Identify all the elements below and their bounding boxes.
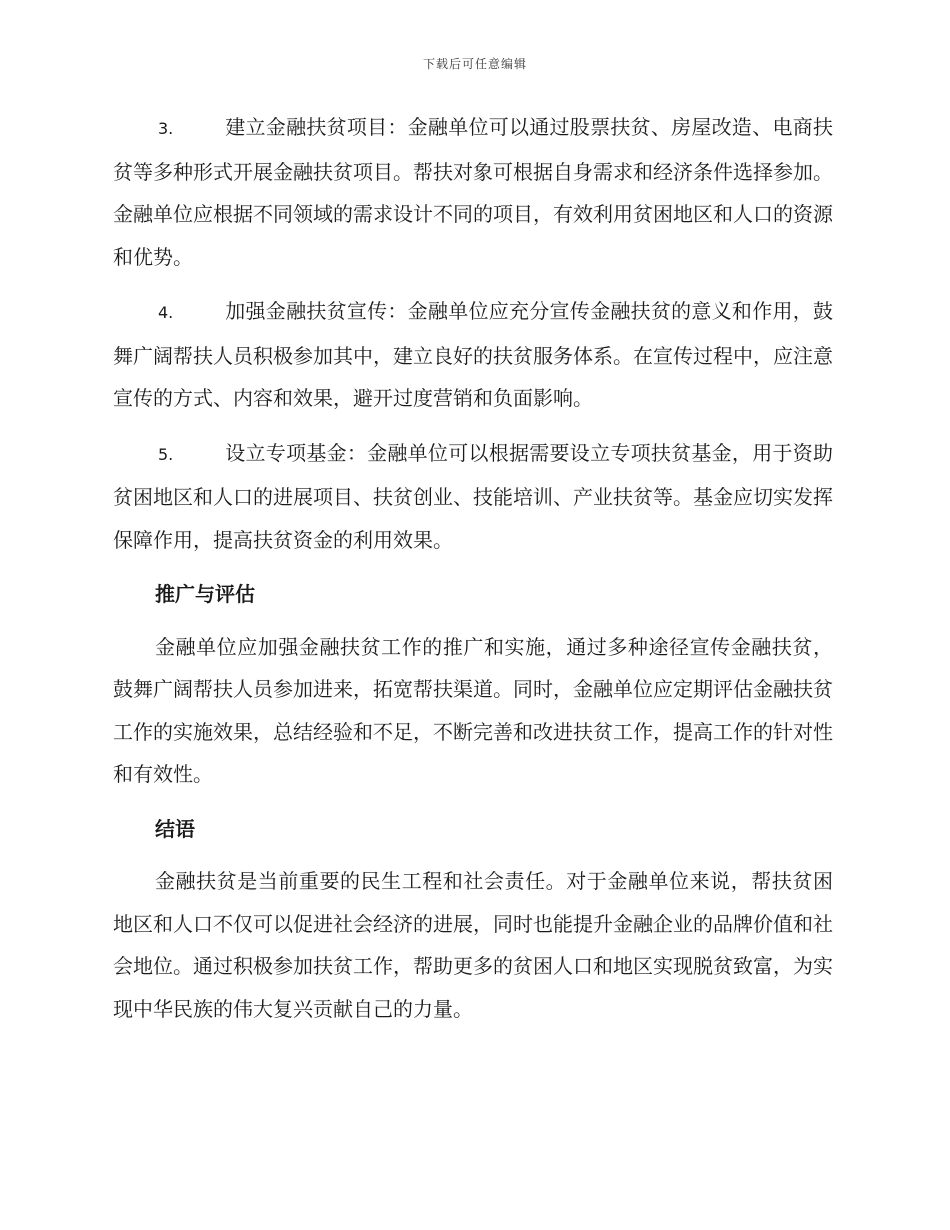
- list-item-5: [113, 432, 833, 562]
- section-heading-conclusion: 结语: [155, 816, 195, 841]
- list-item-text: 设立专项基金：金融单位可以根据需要设立专项扶贫基金，用于资助贫困地区和人口的进展项目、扶贫创业、技能培训、产业扶贫等。基金应切实发挥保障作用，提高扶贫资金的利用效果。: [113, 440, 833, 552]
- list-number: 3.: [158, 119, 174, 138]
- paragraph-promotion: 金融单位应加强金融扶贫工作的推广和实施，通过多种途径宣传金融扶贫，鼓舞广阔帮扶人员参加进来，拓宽帮扶渠道。同时，金融单位应定期评估金融扶贫工作的实施效果，总结经验和不足，不断完善和改进扶贫工作，提高工作的针对性和有效性。: [113, 634, 833, 786]
- list-item-4: [113, 290, 833, 420]
- document-body: [113, 106, 833, 1042]
- list-number: 5.: [158, 444, 174, 464]
- page-header-note: 下载后可任意编辑: [422, 57, 527, 71]
- list-item-3: [113, 106, 833, 278]
- list-number: 4.: [158, 303, 174, 322]
- list-item-text: 建立金融扶贫项目：金融单位可以通过股票扶贫、房屋改造、电商扶贫等多种形式开展金融扶贫项目。帮扶对象可根据自身需求和经济条件选择参加。金融单位应根据不同领域的需求设计不同的项目，有效利用贫困地区和人口的资源和优势。: [113, 115, 833, 269]
- paragraph-conclusion: 金融扶贫是当前重要的民生工程和社会责任。对于金融单位来说，帮扶贫困地区和人口不仅可以促进社会经济的进展，同时也能提升金融企业的品牌价值和社会地位。通过积极参加扶贫工作，帮助更多的贫困人口和地区实现脱贫致富，为实现中华民族的伟大复兴贡献自己的力量。: [113, 869, 833, 1021]
- section-heading-promotion: 推广与评估: [155, 582, 255, 606]
- list-item-text: 加强金融扶贫宣传：金融单位应充分宣传金融扶贫的意义和作用，鼓舞广阔帮扶人员积极参加其中，建立良好的扶贫服务体系。在宣传过程中，应注意宣传的方式、内容和效果，避开过度营销和负面影响。: [113, 299, 833, 410]
